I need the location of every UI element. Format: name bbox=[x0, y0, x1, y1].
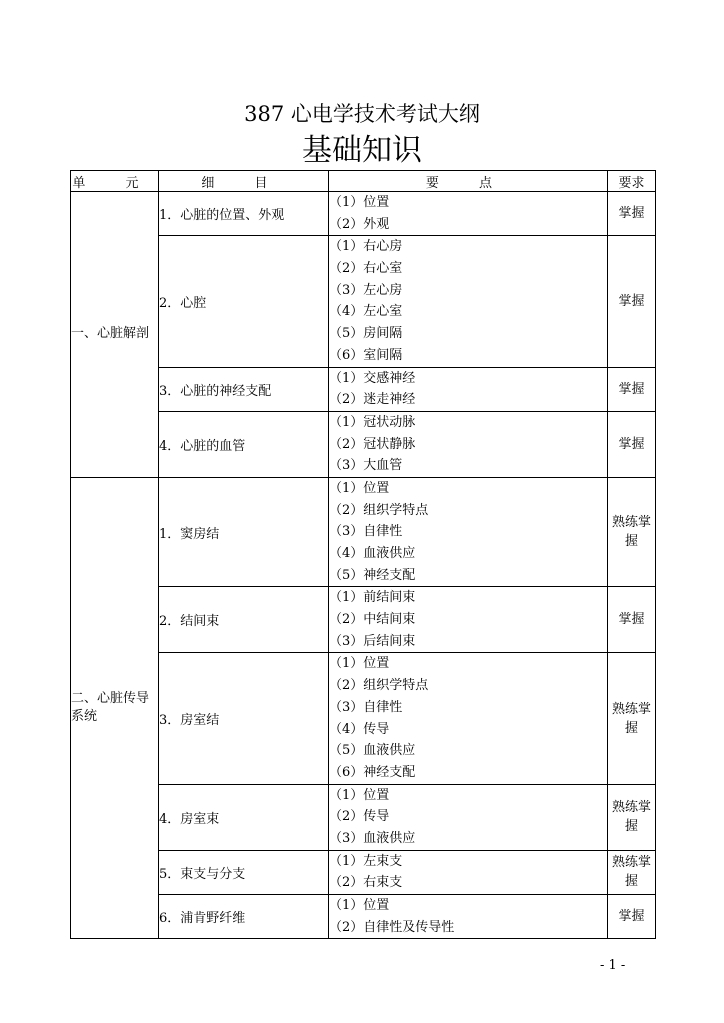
detail-cell: 5．束支与分支 bbox=[159, 850, 329, 894]
point-item: （4）血液供应 bbox=[329, 546, 416, 561]
points-cell bbox=[329, 653, 608, 784]
detail-cell: 4．心脏的血管 bbox=[159, 411, 329, 477]
point-item: （2）右心室 bbox=[329, 261, 403, 277]
unit-cell: 一、心脏解剖 bbox=[71, 192, 159, 478]
table-row bbox=[71, 477, 656, 586]
table-row bbox=[71, 653, 656, 784]
document-subtitle: 基础知识 bbox=[302, 133, 422, 168]
detail-cell: 6．浦肯野纤维 bbox=[159, 895, 329, 939]
unit-cell: 二、心脏传导系统 bbox=[71, 477, 159, 938]
outline-table bbox=[70, 170, 656, 939]
points-cell bbox=[329, 587, 608, 653]
table-row bbox=[71, 784, 656, 850]
header-unit: 单 元 bbox=[71, 171, 159, 192]
point-item: （5）房间隔 bbox=[329, 326, 403, 342]
point-item: （2）迷走神经 bbox=[329, 392, 416, 408]
point-item: （2）组织学特点 bbox=[329, 678, 429, 694]
outline-body bbox=[71, 192, 656, 939]
table-row bbox=[71, 192, 656, 236]
point-item: （1）右心房 bbox=[329, 239, 403, 255]
point-item: （3）血液供应 bbox=[329, 830, 416, 846]
point-item: （1）位置 bbox=[329, 195, 390, 210]
point-item: （2）组织学特点 bbox=[329, 502, 429, 518]
point-item: （6）室间隔 bbox=[329, 347, 403, 363]
point-item: （2）外观 bbox=[329, 216, 390, 232]
points-cell bbox=[329, 477, 608, 586]
requirement-cell: 熟练掌握 bbox=[608, 653, 656, 784]
point-item: （2）自律性及传导性 bbox=[329, 919, 455, 935]
point-item: （2）冠状静脉 bbox=[329, 436, 416, 452]
page-number: - 1 - bbox=[600, 958, 626, 973]
requirement-cell: 熟练掌握 bbox=[608, 477, 656, 586]
point-item: （1）位置 bbox=[329, 480, 390, 496]
point-item: （3）大血管 bbox=[329, 458, 403, 474]
requirement-cell: 掌握 bbox=[608, 367, 656, 411]
requirement-cell: 掌握 bbox=[608, 411, 656, 477]
points-cell bbox=[329, 192, 608, 236]
table-header-row bbox=[71, 171, 656, 192]
point-item: （1）冠状动脉 bbox=[329, 414, 416, 430]
point-item: （3）自律性 bbox=[329, 699, 403, 715]
points-cell bbox=[329, 411, 608, 477]
requirement-cell: 掌握 bbox=[608, 895, 656, 939]
table-row bbox=[71, 367, 656, 411]
table-row bbox=[71, 411, 656, 477]
points-cell bbox=[329, 895, 608, 939]
point-item: （5）血液供应 bbox=[329, 743, 416, 759]
point-item: （2）右束支 bbox=[329, 875, 403, 891]
point-item: （1）位置 bbox=[329, 898, 390, 913]
point-item: （1）位置 bbox=[329, 787, 390, 803]
header-requirement: 要求 bbox=[608, 171, 656, 192]
points-cell bbox=[329, 850, 608, 894]
detail-cell: 3．房室结 bbox=[159, 653, 329, 784]
requirement-cell: 熟练掌握 bbox=[608, 784, 656, 850]
requirement-cell: 熟练掌握 bbox=[608, 850, 656, 894]
table-row bbox=[71, 895, 656, 939]
points-cell bbox=[329, 367, 608, 411]
point-item: （4）左心室 bbox=[329, 304, 403, 320]
point-item: （4）传导 bbox=[329, 721, 390, 737]
requirement-cell: 掌握 bbox=[608, 192, 656, 236]
point-item: （2）中结间束 bbox=[329, 612, 416, 628]
header-detail: 细 目 bbox=[159, 171, 329, 192]
detail-cell: 1．窦房结 bbox=[159, 477, 329, 586]
detail-cell: 4．房室束 bbox=[159, 784, 329, 850]
point-item: （6）神经支配 bbox=[329, 764, 416, 780]
point-item: （1）前结间束 bbox=[329, 590, 416, 606]
document-title: 387 心电学技术考试大纲 bbox=[244, 102, 480, 126]
point-item: （2）传导 bbox=[329, 809, 390, 825]
requirement-cell: 掌握 bbox=[608, 236, 656, 367]
table-row bbox=[71, 587, 656, 653]
detail-cell: 1．心脏的位置、外观 bbox=[159, 192, 329, 236]
point-item: （3）自律性 bbox=[329, 524, 403, 540]
header-points: 要 点 bbox=[329, 171, 608, 192]
requirement-cell: 掌握 bbox=[608, 587, 656, 653]
points-cell bbox=[329, 784, 608, 850]
detail-cell: 2．心腔 bbox=[159, 236, 329, 367]
point-item: （1）交感神经 bbox=[329, 370, 416, 386]
table-row bbox=[71, 850, 656, 894]
table-row bbox=[71, 236, 656, 367]
points-cell bbox=[329, 236, 608, 367]
detail-cell: 3．心脏的神经支配 bbox=[159, 367, 329, 411]
point-item: （1）左束支 bbox=[329, 853, 403, 869]
point-item: （3）左心房 bbox=[329, 282, 403, 298]
point-item: （1）位置 bbox=[329, 656, 390, 672]
point-item: （3）后结间束 bbox=[329, 633, 416, 649]
point-item: （5）神经支配 bbox=[329, 567, 416, 583]
detail-cell: 2．结间束 bbox=[159, 587, 329, 653]
